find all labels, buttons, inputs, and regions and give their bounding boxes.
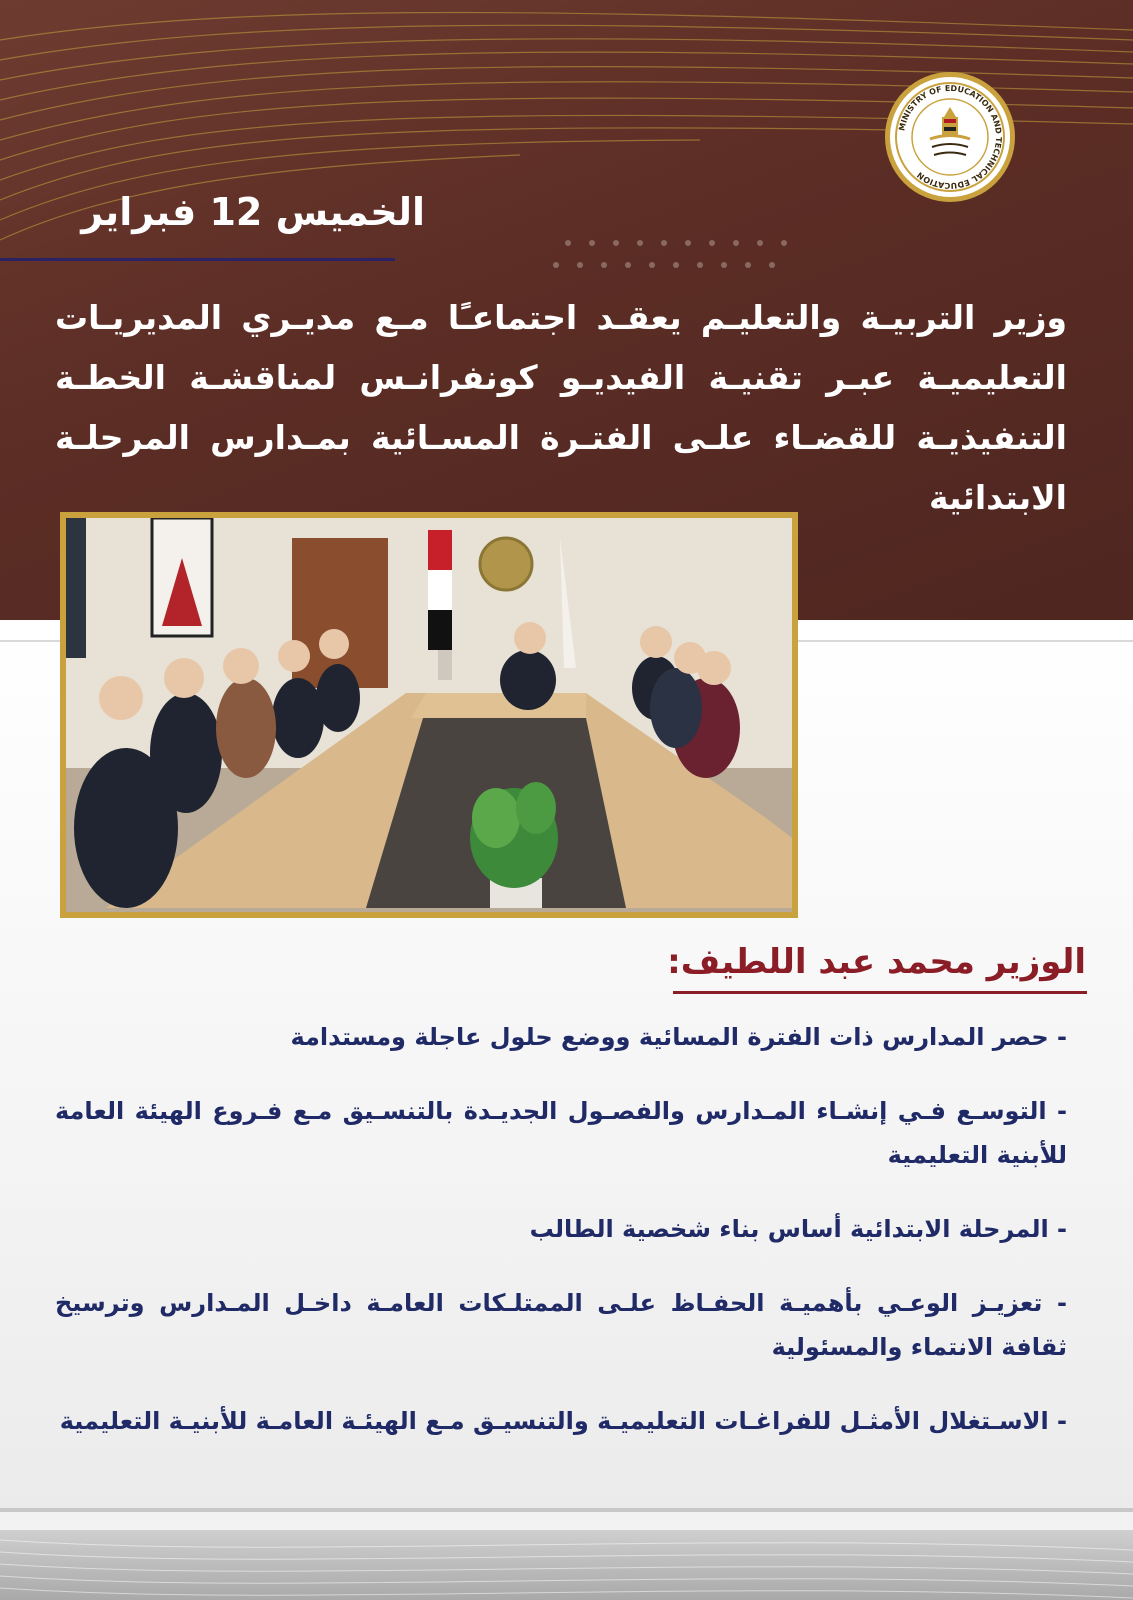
meeting-photo-illustration xyxy=(66,518,792,912)
ministry-logo xyxy=(885,72,1015,202)
svg-text:MINISTRY OF EDUCATION AND TECH: MINISTRY OF EDUCATION AND TECHNICAL EDUCATION xyxy=(897,83,1004,191)
list-item: - تعزيـز الوعـي بأهميـة الحفـاظ علـى الممتلـكات العامـة داخـل المـدارس وترسيخ ثقافة الانتماء والمسئولية xyxy=(55,1289,1067,1361)
decorative-dots xyxy=(548,238,808,272)
footer-lines xyxy=(0,1530,1133,1600)
headline: وزير التربيـة والتعليـم يعقـد اجتماعـًا مـع مديـري المديريـات التعليميـة عبـر تقنيـة الفيديـو كونفرانـس لمناقشـة الخطـة التنفيذيـة للقضـاء علـى الفتـرة المسـائية بمـدارس المرحلـة الابتدائية xyxy=(55,298,1067,517)
list-item: - المرحلة الابتدائية أساس بناء شخصية الطالب xyxy=(529,1215,1067,1243)
meeting-photo xyxy=(60,512,798,918)
date-underline xyxy=(0,258,395,261)
date-label: الخميس 12 فبراير xyxy=(81,190,425,234)
list-item: - الاسـتغلال الأمثـل للفراغـات التعليميـة والتنسيـق مـع الهيئـة العامـة للأبنيـة التعليمية xyxy=(59,1407,1067,1435)
list-item: - التوسـع فـي إنشـاء المـدارس والفصـول الجديـدة بالتنسـيق مـع فـروع الهيئة العامة للأبنية التعليمية xyxy=(55,1097,1067,1169)
minister-title-underline xyxy=(673,991,1087,994)
minister-title: الوزير محمد عبد اللطيف: xyxy=(667,942,1086,982)
footer-band xyxy=(0,1530,1133,1600)
points-list xyxy=(55,1015,1067,1473)
list-item: - حصر المدارس ذات الفترة المسائية ووضع حلول عاجلة ومستدامة xyxy=(290,1023,1067,1051)
ministry-seal-icon xyxy=(890,77,1010,197)
bottom-divider xyxy=(0,1508,1133,1512)
